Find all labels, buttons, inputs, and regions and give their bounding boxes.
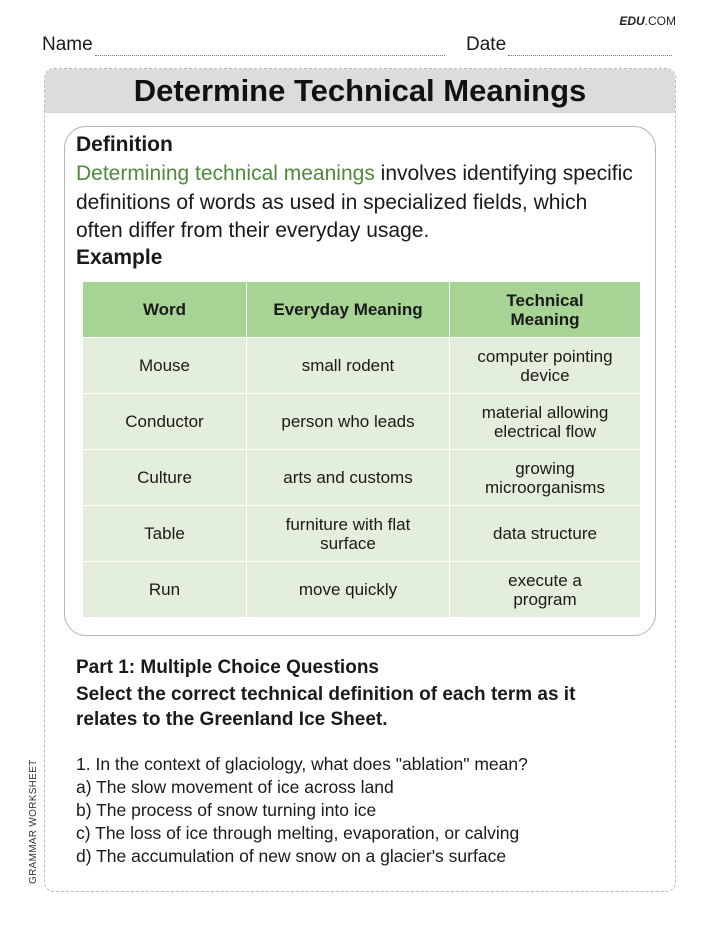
question-prompt: 1. In the context of glaciology, what does "ablation" mean?	[76, 754, 528, 774]
part1-instructions: Select the correct technical definition of each term as it relates to the Greenland Ice Sheet.	[76, 684, 576, 730]
date-label: Date	[466, 34, 507, 55]
example-table	[82, 281, 641, 618]
table-cell: Run	[83, 562, 247, 618]
definition-term: Determining technical meanings	[76, 162, 375, 185]
answer-option-a[interactable]: a) The slow movement of ice across land	[76, 777, 394, 797]
table-row	[83, 394, 641, 450]
brand-logo	[619, 14, 676, 28]
table-cell: Culture	[83, 450, 247, 506]
name-line[interactable]	[95, 37, 445, 56]
table-header-row	[83, 282, 641, 338]
table-cell: data structure	[450, 506, 641, 562]
column-header: Everyday Meaning	[247, 282, 450, 338]
question-1	[76, 753, 528, 868]
table-cell: material allowing electrical flow	[450, 394, 641, 450]
table-row	[83, 562, 641, 618]
answer-option-c[interactable]: c) The loss of ice through melting, evaporation, or calving	[76, 823, 520, 843]
table-row	[83, 338, 641, 394]
definition-heading: Definition	[76, 133, 173, 156]
brand-logo-bold: EDU	[619, 14, 645, 28]
column-header: Word	[83, 282, 247, 338]
definition-text	[76, 160, 636, 246]
table-cell: move quickly	[247, 562, 450, 618]
table-cell: Mouse	[83, 338, 247, 394]
table-row	[83, 450, 641, 506]
column-header: Technical Meaning	[450, 282, 641, 338]
table-cell: execute a program	[450, 562, 641, 618]
date-field[interactable]	[466, 34, 672, 56]
part1-title: Part 1: Multiple Choice Questions	[76, 657, 379, 678]
brand-logo-suffix: .COM	[644, 14, 676, 28]
example-heading: Example	[76, 246, 163, 269]
table-cell: growing microorganisms	[450, 450, 641, 506]
page-title: Determine Technical Meanings	[45, 69, 675, 113]
table-row	[83, 506, 641, 562]
table-cell: computer pointing device	[450, 338, 641, 394]
table-cell: small rodent	[247, 338, 450, 394]
name-field[interactable]	[42, 34, 445, 56]
table-cell: Conductor	[83, 394, 247, 450]
table-cell: arts and customs	[247, 450, 450, 506]
name-label: Name	[42, 34, 93, 55]
answer-option-d[interactable]: d) The accumulation of new snow on a glacier's surface	[76, 846, 507, 866]
table-cell: Table	[83, 506, 247, 562]
answer-option-b[interactable]: b) The process of snow turning into ice	[76, 800, 377, 820]
table-cell: person who leads	[247, 394, 450, 450]
table-cell: furniture with flat surface	[247, 506, 450, 562]
side-label: GRAMMAR WORKSHEET	[28, 759, 39, 884]
definition-body: involves identifying specific definitions of words as used in specialized fields, which often differ from their everyday usage.	[76, 162, 633, 242]
date-line[interactable]	[508, 37, 672, 56]
